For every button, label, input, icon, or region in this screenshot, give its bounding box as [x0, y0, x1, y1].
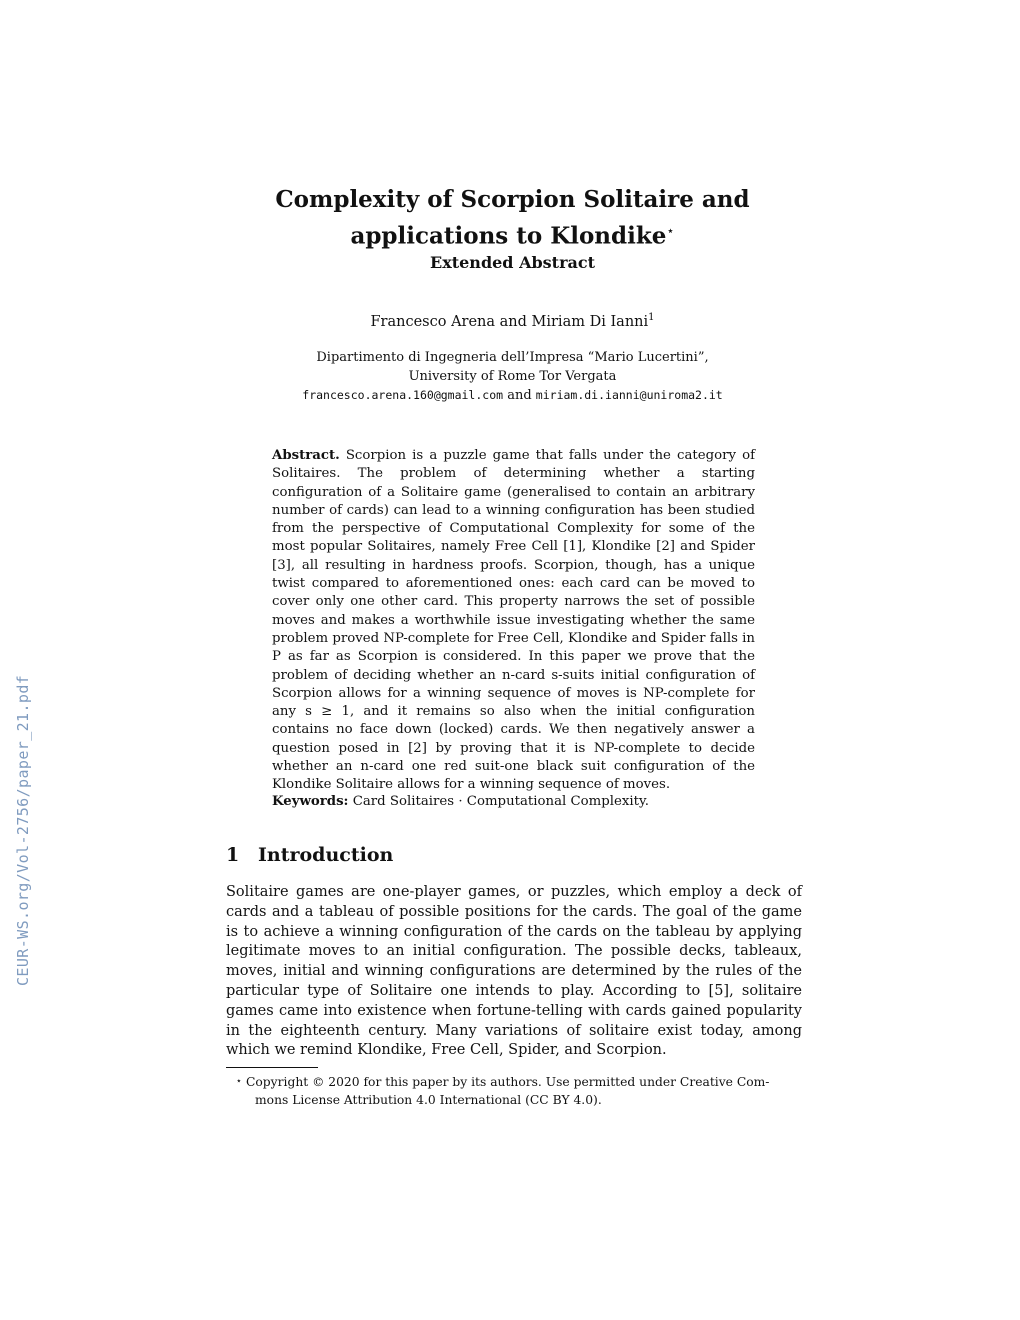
section-number: 1	[226, 844, 240, 866]
keywords-label: Keywords:	[272, 794, 349, 809]
paper-subtitle: Extended Abstract	[430, 253, 595, 272]
footnote	[226, 1073, 802, 1109]
section-heading	[226, 844, 393, 866]
author-affiliation-mark: 1	[648, 312, 655, 323]
paper-title	[250, 184, 775, 253]
footnote-text-1: Copyright © 2020 for this paper by its authors. Use permitted under Creative Com-	[246, 1075, 770, 1089]
affiliation	[230, 348, 795, 405]
footnote-line-1	[226, 1073, 802, 1091]
title-line-2-text: applications to Klondike	[350, 222, 667, 250]
authors	[250, 312, 775, 330]
keywords	[272, 794, 755, 809]
abstract-text: Scorpion is a puzzle game that falls under the category of Solitaires. The problem of determining whether a starting configuration of a Solitaire game (generalised to contain an arbitrary number of cards) can lead to a winning configuration has been studied from the perspective of Computational Complexity for some of the most popular Solitaires, namely Free Cell [1], Klondike [2] and Spider [3], all resulting in hardness proofs. Scorpion, though, has a unique twist compared to aforementioned ones: each card can be moved to cover only one other card. This property narrows the set of possible moves and makes a worthwhile issue investigating whether the same problem proved NP-complete for Free Cell, Klondike and Spider falls in P as far as Scorpion is considered. In this paper we prove that the problem of deciding whether an n-card s-suits initial configuration of Scorpion allows for a winning sequence of moves is NP-complete for any s ≥ 1, and it remains so also when the initial configuration contains no face down (locked) cards. We then negatively answer a question posed in [2] by proving that it is NP-complete to decide whether an n-card one red suit-one black suit configuration of the Klondike Solitaire allows for a winning sequence of moves.	[272, 448, 755, 793]
intro-paragraph: Solitaire games are one-player games, or puzzles, which employ a deck of cards and a tableau of possible positions for the cards. The goal of the game is to achieve a winning configuration of the cards on the tableau by applying legitimate moves to an initial configuration. The possible decks, tableaux, moves, initial and winning configurations are determined by the rules of the particular type of Solitaire one intends to play. According to [5], solitaire games came into existence when fortune-telling with cards gained popularity in the eighteenth century. Many variations of solitaire exist today, among which we remind Klondike, Free Cell, Spider, and Scorpion.	[226, 884, 802, 1059]
affiliation-line-2: University of Rome Tor Vergata	[408, 369, 617, 384]
title-footnote-mark: ⋆	[666, 224, 675, 239]
footnote-mark: ⋆	[235, 1076, 242, 1087]
author-names: Francesco Arena and Miriam Di Ianni	[370, 313, 649, 330]
abstract-label: Abstract.	[272, 448, 340, 463]
email-1[interactable]: francesco.arena.160@gmail.com	[302, 388, 504, 402]
email-join: and	[507, 388, 532, 403]
affiliation-line-1: Dipartimento di Ingegneria dell’Impresa “Mario Lucertini”,	[316, 350, 709, 365]
email-2[interactable]: miriam.di.ianni@uniroma2.it	[535, 388, 723, 402]
footnote-line-2: mons License Attribution 4.0 International (CC BY 4.0).	[255, 1093, 602, 1107]
section-title: Introduction	[258, 844, 394, 866]
footnote-rule	[226, 1067, 318, 1068]
email-line	[230, 386, 795, 405]
side-identifier: CEUR-WS.org/Vol-2756/paper_21.pdf	[14, 674, 32, 986]
title-line-1: Complexity of Scorpion Solitaire and	[275, 186, 750, 213]
title-line-2	[250, 216, 775, 253]
keywords-text: Card Solitaires · Computational Complexity.	[352, 794, 649, 809]
abstract	[272, 447, 755, 795]
